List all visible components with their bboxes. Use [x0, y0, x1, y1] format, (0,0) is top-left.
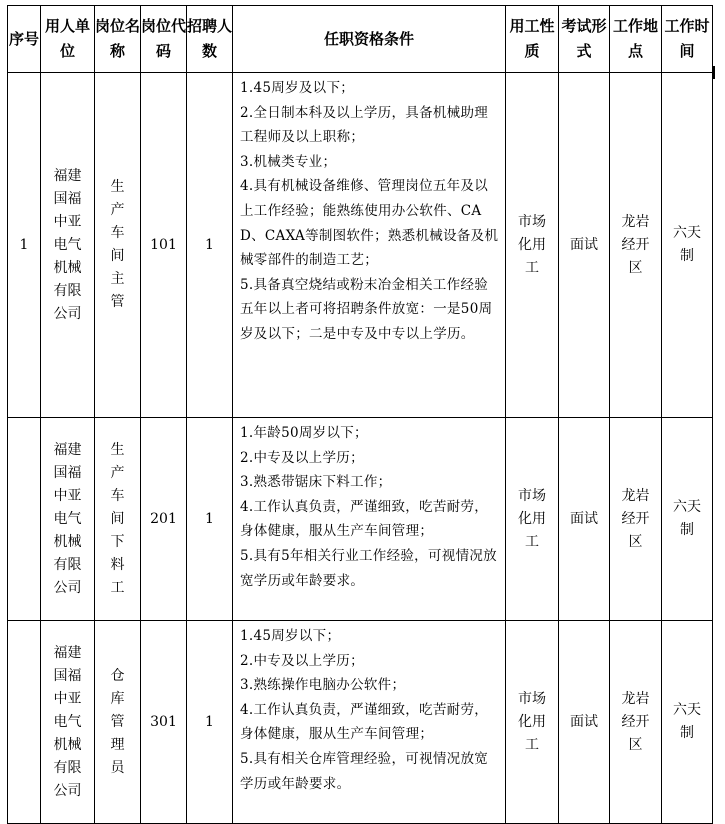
- header-location: 工作地点: [610, 6, 662, 73]
- requirement-item: 4.工作认真负责，严谨细致，吃苦耐劳，身体健康，服从生产车间管理；: [240, 498, 489, 540]
- cell-schedule: 六天制: [662, 621, 713, 824]
- requirement-item: 1.年龄50周岁以下；: [240, 425, 368, 441]
- cell-seq: [8, 418, 41, 621]
- requirement-item: 2.中专及以上学历；: [240, 652, 364, 669]
- cell-location: 龙岩经开区: [610, 73, 662, 418]
- requirement-item: 5.具有5年相关行业工作经验，可视情况放宽学历或年龄要求。: [240, 547, 497, 589]
- table-row: [8, 621, 713, 824]
- requirement-item: 4.具有机械设备维修、管理岗位五年及以上工作经验；能熟练使用办公软件、CAD、CAXA等制图软件；熟悉机械设备及机械零部件的制造工艺；: [240, 178, 499, 269]
- cell-seq: [8, 621, 41, 824]
- requirement-item: 5.具有相关仓库管理经验，可视情况放宽学历或年龄要求。: [240, 750, 489, 792]
- cell-position: 生产车间主管: [95, 73, 141, 418]
- cell-exam: 面试: [559, 621, 610, 824]
- recruitment-table: [7, 5, 713, 824]
- requirement-item: 2.全日制本科及以上学历，具备机械助理工程师及以上职称；: [240, 104, 489, 146]
- header-requirements: 任职资格条件: [233, 6, 506, 73]
- cell-requirements: [233, 73, 506, 418]
- cell-employer: 福建国福中亚电气机械有限公司: [41, 73, 95, 418]
- cell-location: 龙岩经开区: [610, 418, 662, 621]
- requirement-item: 2.中专及以上学历；: [240, 449, 364, 466]
- header-employer: 用人单位: [41, 6, 95, 73]
- header-position: 岗位名称: [95, 6, 141, 73]
- requirement-item: 4.工作认真负责，严谨细致，吃苦耐劳，身体健康，服从生产车间管理；: [240, 701, 489, 743]
- cell-position: 仓库管理员: [95, 621, 141, 824]
- cell-code: 101: [141, 73, 187, 418]
- cell-code: 301: [141, 621, 187, 824]
- header-code: 岗位代码: [141, 6, 187, 73]
- cell-requirements: [233, 418, 506, 621]
- cell-count: 1: [187, 621, 233, 824]
- cell-schedule: 六天制: [662, 73, 713, 418]
- cell-count: 1: [187, 73, 233, 418]
- cell-exam: 面试: [559, 418, 610, 621]
- requirement-item: 1.45周岁以下；: [240, 628, 341, 644]
- cell-exam: 面试: [559, 73, 610, 418]
- header-count: 招聘人数: [187, 6, 233, 73]
- requirement-item: 5.具备真空烧结或粉末冶金相关工作经验五年以上者可将招聘条件放宽：一是50周岁及以下；二是中专及中专以上学历。: [240, 276, 493, 342]
- cell-employer: 福建国福中亚电气机械有限公司: [41, 621, 95, 824]
- cell-employment-type: 市场化用工: [506, 418, 559, 621]
- header-row: [8, 6, 713, 73]
- cell-location: 龙岩经开区: [610, 621, 662, 824]
- cell-schedule: 六天制: [662, 418, 713, 621]
- cell-employer: 福建国福中亚电气机械有限公司: [41, 418, 95, 621]
- cell-requirements: [233, 621, 506, 824]
- requirement-item: 3.熟练操作电脑办公软件；: [240, 677, 406, 694]
- table-row: [8, 73, 713, 418]
- cell-position: 生产车间下料工: [95, 418, 141, 621]
- cell-seq: 1: [8, 73, 41, 418]
- cell-code: 201: [141, 418, 187, 621]
- header-schedule: 工作时间: [662, 6, 713, 73]
- header-seq: 序号: [8, 6, 41, 73]
- cell-employment-type: 市场化用工: [506, 621, 559, 824]
- requirement-item: 3.熟悉带锯床下料工作；: [240, 474, 392, 491]
- header-exam: 考试形式: [559, 6, 610, 73]
- cell-count: 1: [187, 418, 233, 621]
- header-employment-type: 用工性质: [506, 6, 559, 73]
- table-row: [8, 418, 713, 621]
- requirement-item: 1.45周岁及以下；: [240, 80, 355, 96]
- cell-employment-type: 市场化用工: [506, 73, 559, 418]
- requirement-item: 3.机械类专业；: [240, 153, 337, 170]
- table-edge-mark: [713, 66, 715, 79]
